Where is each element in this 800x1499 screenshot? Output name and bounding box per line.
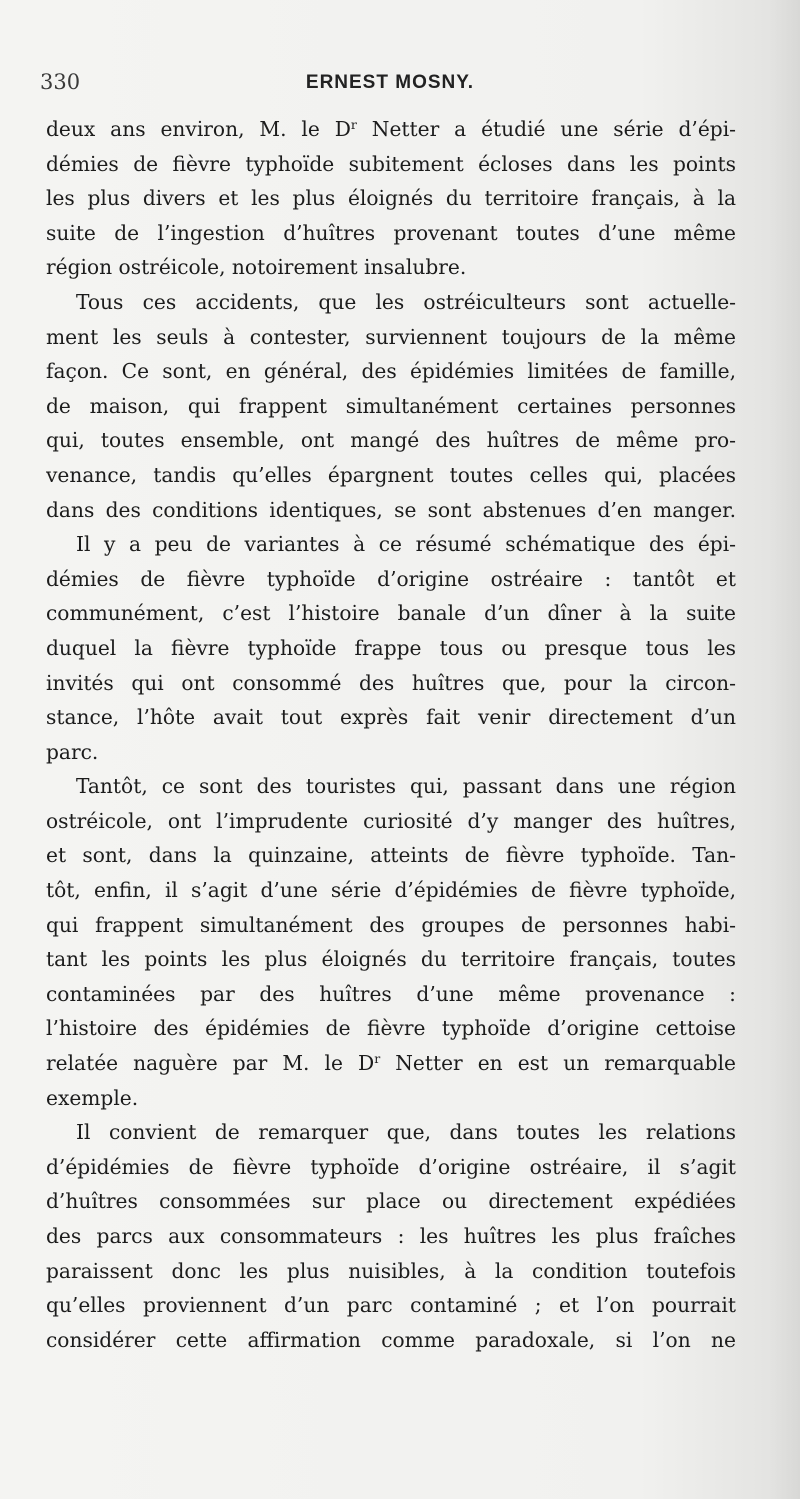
line-text: ostréicole, ont l’imprudente curiosité d’y manger des huîtres,: [46, 808, 736, 833]
text-line: [46, 769, 736, 804]
line-text: contaminées par des huîtres d’une même provenance :: [46, 981, 736, 1006]
text-line: [46, 908, 736, 943]
line-text: Tantôt, ce sont des touristes qui, passant dans une région: [76, 774, 736, 799]
line-text: dans des conditions identiques, se sont abstenues d’en manger.: [46, 497, 736, 522]
line-text: Il convient de remarquer que, dans toutes les relations: [76, 1120, 736, 1145]
text-line: [46, 631, 736, 666]
text-line: [46, 493, 736, 528]
text-line: [46, 977, 736, 1012]
line-text: tant les points les plus éloignés du territoire français, toutes: [46, 947, 736, 972]
line-text: d’épidémies de fièvre typhoïde d’origine ostréaire, il s’agit: [46, 1154, 736, 1179]
line-text: et sont, dans la quinzaine, atteints de fièvre typhoïde. Tan-: [46, 843, 736, 868]
line-text: relatée naguère par M. le D: [46, 1051, 375, 1076]
text-line: [46, 1323, 736, 1358]
page-number: 330: [40, 70, 81, 94]
text-line: [46, 1150, 736, 1185]
line-text: suite de l’ingestion d’huîtres provenant toutes d’une même: [46, 220, 736, 245]
line-text: Tous ces accidents, que les ostréiculteurs sont actuelle-: [76, 289, 736, 314]
line-text: venance, tandis qu’elles épargnent toutes celles qui, placées: [46, 462, 736, 487]
line-text-continued: Netter a étudié une série d’épi-: [356, 117, 736, 141]
text-line: [46, 1011, 736, 1046]
body-text: [46, 112, 736, 1357]
text-line: [46, 873, 736, 908]
text-line: [46, 1046, 736, 1081]
text-line: [46, 804, 736, 839]
text-line: [46, 700, 736, 735]
text-line: [46, 458, 736, 493]
text-line: [46, 1115, 736, 1150]
line-text: d’huîtres consommées sur place ou directement expédiées: [46, 1189, 736, 1214]
text-line: [46, 354, 736, 389]
line-text: deux ans environ, M. le D: [46, 117, 351, 141]
text-line: [46, 112, 736, 147]
text-line: [46, 562, 736, 597]
text-line: [46, 596, 736, 631]
line-text: démies de fièvre typhoïde d’origine ostréaire : tantôt et: [46, 566, 736, 591]
text-line: [46, 181, 736, 216]
line-text: façon. Ce sont, en général, des épidémies limitées de famille,: [46, 359, 736, 384]
line-text: considérer cette affirmation comme paradoxale, si l’on ne: [46, 1327, 736, 1352]
text-line: [46, 1288, 736, 1323]
line-text-continued: Netter en est un remarquable: [380, 1051, 736, 1076]
line-text: démies de fièvre typhoïde subitement écloses dans les points: [46, 151, 736, 176]
line-text: qui, toutes ensemble, ont mangé des huîtres de même pro-: [46, 428, 736, 453]
text-line: [46, 389, 736, 424]
text-line: [46, 216, 736, 251]
text-line: [46, 1081, 736, 1116]
line-text: l’histoire des épidémies de fièvre typhoïde d’origine cettoise: [46, 1016, 736, 1041]
line-text: stance, l’hôte avait tout exprès fait venir directement d’un: [46, 705, 736, 730]
superscript: r: [350, 117, 357, 133]
line-text: paraissent donc les plus nuisibles, à la condition toutefois: [46, 1258, 736, 1283]
text-line: [46, 285, 736, 320]
line-text: Il y a peu de variantes à ce résumé schématique des épi-: [76, 532, 736, 557]
line-text: de maison, qui frappent simultanément certaines personnes: [46, 393, 736, 418]
line-text: exemple.: [46, 1085, 139, 1110]
line-text: duquel la fièvre typhoïde frappe tous ou presque tous les: [46, 635, 736, 660]
text-line: [46, 423, 736, 458]
line-text: région ostréicole, notoirement insalubre.: [46, 255, 467, 280]
line-text: communément, c’est l’histoire banale d’un dîner à la suite: [46, 601, 736, 626]
text-line: [46, 1184, 736, 1219]
line-text: qu’elles proviennent d’un parc contaminé ; et l’on pourrait: [46, 1293, 736, 1318]
running-head: ERNEST MOSNY.: [305, 72, 475, 93]
text-line: [46, 147, 736, 182]
text-line: [46, 1219, 736, 1254]
text-line: [46, 320, 736, 355]
text-line: [46, 942, 736, 977]
text-line: [46, 735, 736, 770]
text-line: [46, 527, 736, 562]
superscript: r: [374, 1051, 381, 1067]
page-header: [40, 70, 740, 102]
line-text: invités qui ont consommé des huîtres que, pour la circon-: [46, 670, 736, 695]
line-text: les plus divers et les plus éloignés du territoire français, à la: [46, 186, 736, 211]
text-line: [46, 250, 736, 285]
text-line: [46, 838, 736, 873]
line-text: tôt, enfin, il s’agit d’une série d’épidémies de fièvre typhoïde,: [46, 878, 736, 903]
line-text: parc.: [46, 739, 99, 764]
text-line: [46, 1254, 736, 1289]
text-line: [46, 666, 736, 701]
line-text: ment les seuls à contester, surviennent toujours de la même: [46, 324, 736, 349]
line-text: qui frappent simultanément des groupes de personnes habi-: [46, 912, 736, 937]
line-text: des parcs aux consommateurs : les huîtres les plus fraîches: [46, 1224, 736, 1248]
